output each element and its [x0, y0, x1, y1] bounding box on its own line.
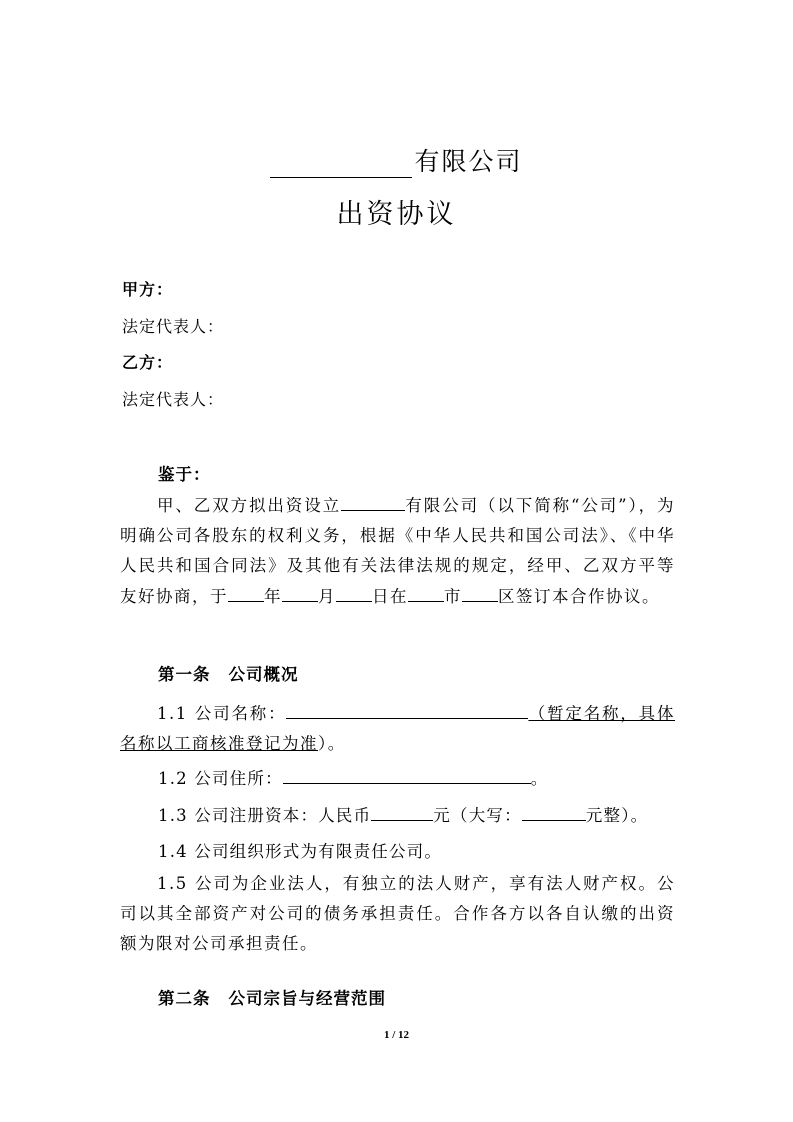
preamble-paragraph: [120, 490, 675, 612]
company-name-field-blank: [286, 698, 528, 719]
capital-amount-blank: [371, 800, 433, 821]
company-name-blank: [270, 149, 412, 178]
page-number: 1 / 12: [383, 1029, 410, 1041]
item-1-3-label: 1.3 公司注册资本：人民币: [158, 806, 372, 825]
article-1-heading: [158, 661, 299, 685]
city-blank: [408, 581, 444, 602]
item-1-2-label: 1.2 公司住所：: [158, 769, 283, 788]
whereas-heading: 鉴于：: [158, 465, 211, 484]
company-blank: [341, 490, 405, 511]
item-1-5: 1.5 公司为企业法人，有独立的法人财产，享有法人财产权。公司以其全部资产对公司的债务承担责任。合作各方以各自认缴的出资额为限对公司承担责任。: [120, 874, 675, 953]
party-b-representative: 法定代表人：: [122, 390, 225, 409]
document-title-company: [0, 142, 793, 178]
month-blank: [282, 581, 318, 602]
year-blank: [228, 581, 264, 602]
article-2-heading: [158, 985, 386, 1009]
article-2-title: 公司宗旨与经营范围: [228, 989, 386, 1008]
item-1-1: [120, 698, 675, 759]
article-1-title: 公司概况: [228, 665, 299, 684]
item-1-1-end: ）。: [318, 734, 346, 753]
item-1-1-label: 1.1 公司名称：: [157, 704, 287, 723]
item-1-3: 1.3 公司注册资本：人民币 元（大写： 元整）。: [158, 800, 648, 826]
month-label: 月: [318, 587, 336, 606]
day-label: 日在: [372, 587, 408, 606]
day-blank: [336, 581, 372, 602]
address-blank: [283, 763, 531, 784]
item-1-2: 1.2 公司住所： 。: [158, 763, 549, 789]
party-a-representative: 法定代表人：: [122, 317, 225, 336]
article-2-number: 第二条: [158, 989, 211, 1008]
city-label: 市: [444, 587, 462, 606]
preamble-text-2: 有限公司（以下简称“公司”），为明确公司各股东的权利义务，根据《中华人民共和国公司法》、《中华人民共和国合同法》及其他有关法律法规的规定，经甲、乙双方平等友好协商，于: [120, 496, 676, 606]
district-blank: [462, 581, 498, 602]
title-suffix: 有限公司: [414, 147, 523, 176]
document-title: 出资协议: [336, 199, 457, 230]
party-a-label: 甲方：: [122, 280, 174, 299]
capital-uppercase-blank: [522, 800, 586, 821]
preamble-text-1: 甲、乙双方拟出资设立: [157, 496, 341, 515]
district-label: 区签订本合作协议。: [498, 587, 660, 606]
party-b-label: 乙方：: [122, 353, 174, 372]
item-1-1-note: （暂定名称，具体名称以工商核准登记为准: [120, 704, 675, 753]
article-1-number: 第一条: [158, 665, 211, 684]
year-label: 年: [264, 587, 282, 606]
item-1-4: 1.4 公司组织形式为有限责任公司。: [158, 842, 443, 861]
